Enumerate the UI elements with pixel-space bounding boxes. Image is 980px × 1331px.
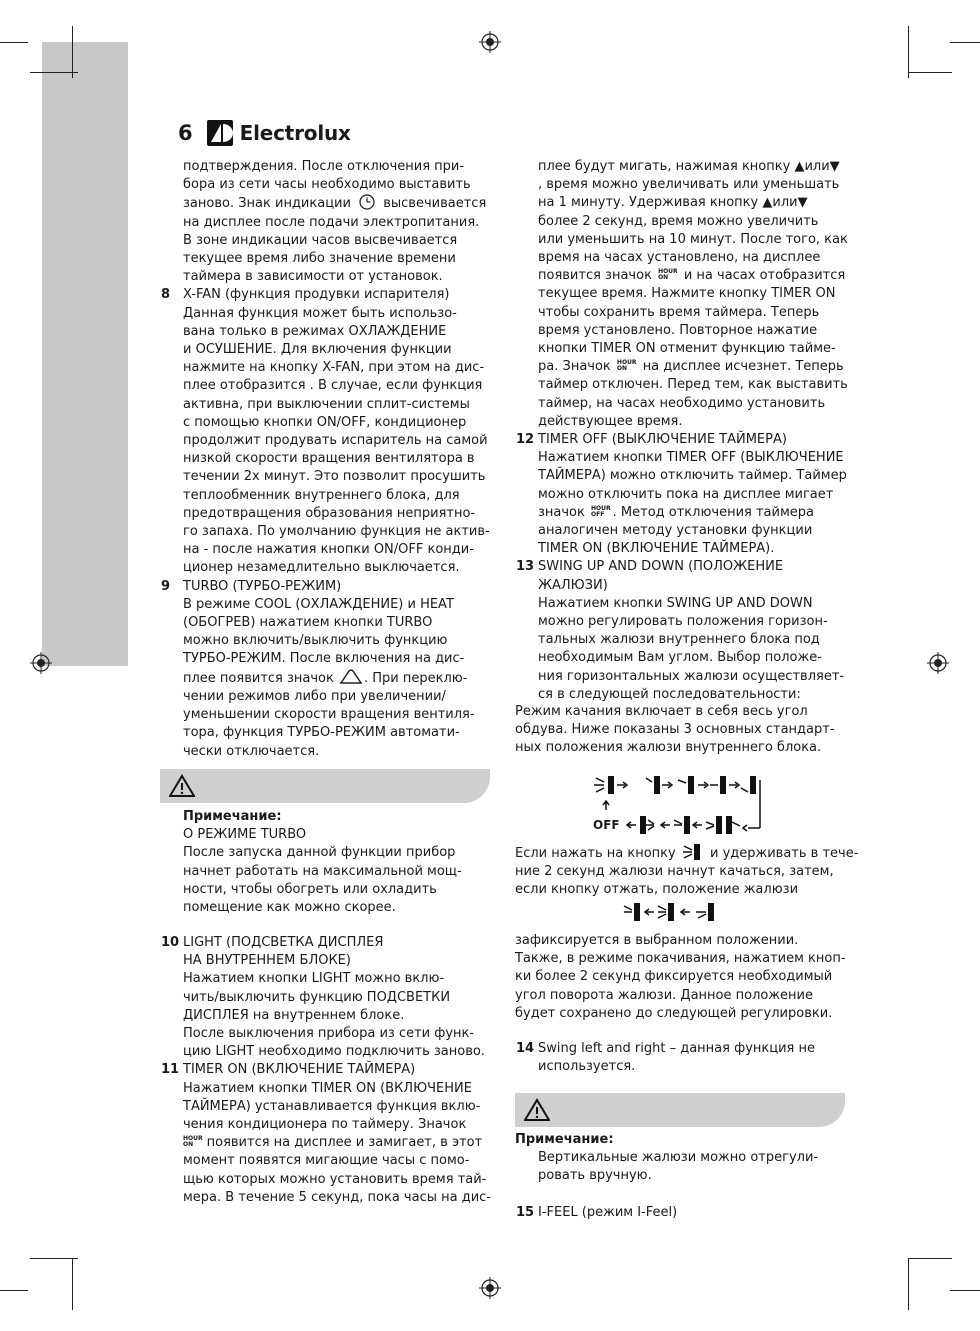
warning-icon	[524, 1098, 550, 1122]
text-line	[183, 194, 490, 213]
text-fragment: на 1 минуту. Удерживая кнопку	[538, 195, 759, 211]
item-heading: I-FEEL (режим I-Feel)	[538, 1205, 678, 1220]
text-line: ся в следующей последовательности:	[538, 686, 801, 702]
item-heading: LIGHT (ПОДСВЕТКА ДИСПЛЕЯ	[183, 935, 384, 950]
item-number: 8	[161, 287, 171, 303]
text-fragment: и на часах отобразится	[683, 268, 846, 284]
text-line: будет сохранено до следующей регулировки.	[515, 1005, 833, 1021]
text-line: таймера в зависимости от установок.	[183, 269, 443, 285]
list-item-10	[161, 934, 491, 1061]
text-line: более 2 секунд, время можно увеличить	[538, 213, 819, 229]
text-line: подтверждения. После отключения при-	[183, 159, 465, 174]
text-line	[538, 358, 848, 376]
text-line: текущее время. Нажмите кнопку TIMER ON	[538, 286, 836, 302]
text-line: можно регулировать положения горизон-	[538, 614, 828, 630]
text-line: чении режимов либо при увеличении/	[183, 688, 446, 704]
text-line	[538, 158, 848, 176]
text-line	[515, 843, 858, 863]
text-fragment: появится на дисплее и замигает, в этот	[206, 1135, 483, 1151]
text-line: используется.	[538, 1059, 636, 1075]
side-tab	[42, 42, 128, 666]
text-line: время на часах установлено, на дисплее	[538, 250, 821, 266]
text-line: если кнопку отжать, положение жалюзи	[515, 882, 799, 898]
down-triangle-icon: ▼	[829, 159, 840, 174]
text-line: ровать вручную.	[538, 1168, 652, 1184]
text-fragment: и удерживать в тече-	[710, 846, 859, 861]
text-line: ТАЙМЕРА) устанавливается функция вклю-	[183, 1098, 481, 1114]
text-line: плее отобразится . В случае, если функция	[183, 378, 483, 394]
text-line: тора, функция ТУРБО-РЕЖИМ автомати-	[183, 725, 460, 741]
item-number: 14	[516, 1041, 535, 1056]
item-number: 15	[516, 1205, 535, 1220]
text-fragment: Если нажать на кнопку	[515, 846, 676, 861]
hour-label: HOUR	[616, 359, 637, 367]
on-label: ON	[616, 365, 628, 373]
text-line: В режиме COOL (ОХЛАЖДЕНИЕ) и HEAT	[183, 596, 454, 612]
text-line: тальных жалюзи внутреннего блока под	[538, 632, 820, 648]
item-number: 12	[516, 432, 535, 448]
text-line: с помощью кнопки ON/OFF, кондиционер	[183, 414, 467, 430]
crop-mark	[950, 42, 980, 43]
warning-icon	[169, 774, 195, 798]
crop-mark	[0, 42, 28, 43]
text-line: ТАЙМЕРА) можно отключить таймер. Таймер	[538, 468, 847, 484]
text-line: чтобы сохранить время таймера. Теперь	[538, 304, 820, 320]
crop-mark	[30, 72, 78, 73]
crop-mark	[72, 26, 73, 78]
list-item-13	[516, 558, 848, 704]
text-line: таймер, на часах необходимо установить	[538, 395, 826, 411]
text-fragment: появится значок	[538, 268, 652, 284]
text-fragment: заново. Знак индикации	[183, 196, 351, 212]
text-line: таймер отключен. Перед тем, как выставить	[538, 377, 848, 393]
text-fragment: ра. Значок	[538, 359, 611, 375]
down-triangle-icon: ▼	[797, 195, 808, 211]
text-fragment: плее будут мигать, нажимая кнопку	[538, 159, 791, 174]
list-item-12	[516, 431, 848, 558]
text-line: ния горизонтальных жалюзи осуществляет-	[538, 668, 845, 684]
text-line: Режим качания включает в себя весь угол	[515, 704, 808, 719]
text-line: вана только в режимах ОХЛАЖДЕНИЕ	[183, 323, 447, 339]
hour-label: HOUR	[591, 504, 611, 512]
text-line: течении 2х минут. Это позволит просушить	[183, 469, 486, 485]
text-line: НА ВНУТРЕННЕМ БЛОКЕ)	[183, 953, 351, 969]
brand-name: Electrolux	[239, 121, 351, 145]
text-line: цию LIGHT необходимо подключить заново.	[183, 1044, 485, 1060]
text-line: Данная функция может быть использо-	[183, 305, 457, 321]
crop-mark	[908, 1258, 909, 1310]
text-line: можно отключить пока на дисплее мигает	[538, 486, 834, 502]
registration-mark-icon	[479, 31, 501, 53]
swing-icon	[682, 843, 704, 861]
text-line: ных положения жалюзи внутреннего блока.	[515, 740, 822, 756]
text-line: низкой скорости вращения вентилятора в	[183, 451, 475, 467]
text-line: ДИСПЛЕЯ на внутреннем блоке.	[183, 1007, 405, 1023]
crop-mark	[908, 1258, 952, 1259]
list-item-8	[161, 286, 490, 577]
text-line: чески отключается.	[183, 743, 320, 759]
text-line: TIMER ON (ВКЛЮЧЕНИЕ ТАЙМЕРА).	[538, 541, 775, 557]
text-line: на - после нажатия кнопки ON/OFF конди-	[183, 542, 474, 558]
swing-description	[515, 703, 835, 758]
text-fragment: на дисплее исчезнет. Теперь	[642, 359, 844, 375]
item-number: 10	[161, 935, 180, 950]
item-heading: TIMER ON (ВКЛЮЧЕНИЕ ТАЙМЕРА)	[183, 1062, 416, 1078]
text-line: Нажатием кнопки TIMER OFF (ВЫКЛЮЧЕНИЕ	[538, 450, 844, 466]
text-line: ТУРБО-РЕЖИМ. После включения на дис-	[183, 651, 465, 667]
text-line: Нажатием кнопки LIGHT можно вклю-	[183, 971, 445, 987]
text-line: и ОСУШЕНИЕ. Для включения функции	[183, 342, 452, 358]
up-triangle-icon: ▲	[794, 159, 805, 174]
text-line: момент появятся мигающие часы с помо-	[183, 1153, 470, 1169]
item-number: 11	[161, 1062, 180, 1078]
crop-mark	[950, 1290, 980, 1291]
text-fragment: . При переклю-	[364, 670, 468, 686]
item-number: 13	[516, 559, 535, 575]
text-line: уменьшении скорости вращения вентиля-	[183, 707, 475, 723]
list-item-15-body	[516, 1204, 678, 1222]
hold-description	[515, 843, 858, 900]
text-line	[183, 669, 490, 688]
page-number: 6	[178, 121, 193, 145]
item-number: 9	[161, 578, 171, 594]
crop-mark	[30, 1258, 78, 1259]
text-line: чить/выключить функцию ПОДСВЕТКИ	[183, 989, 451, 1005]
note-title: Примечание:	[183, 809, 282, 824]
crop-mark	[908, 72, 952, 73]
text-line: После запуска данной функции прибор	[183, 845, 456, 861]
text-line: ЖАЛЮЗИ)	[538, 577, 608, 593]
text-line: нажмите на кнопку X-FAN, при этом на дис-	[183, 360, 485, 376]
hour-label: HOUR	[183, 1135, 203, 1143]
item-heading: X-FAN (функция продувки испарителя)	[183, 287, 450, 303]
text-fragment: или	[772, 195, 798, 211]
text-line: обдува. Ниже показаны 3 основных стандарт-	[515, 722, 835, 738]
text-line: ционер незамедлительно выключается.	[183, 560, 460, 576]
text-fragment: . Метод отключения таймера	[612, 504, 814, 520]
hour-on-icon	[658, 269, 678, 281]
text-line	[538, 194, 848, 212]
text-fragment: плее появится значок	[183, 670, 334, 686]
electrolux-logo-icon	[207, 120, 233, 146]
text-line: ние 2 секунд жалюзи начнут качаться, затем,	[515, 864, 834, 880]
text-line: го запаха. По умолчанию функция не актив-	[183, 524, 490, 540]
registration-mark-icon	[479, 1277, 501, 1299]
text-line	[183, 1134, 491, 1152]
registration-mark-icon	[30, 652, 52, 674]
text-line: (ОБОГРЕВ) нажатием кнопки TURBO	[183, 615, 433, 631]
text-line: чения кондиционера по таймеру. Значок	[183, 1117, 467, 1133]
on-label: ON	[658, 274, 669, 282]
text-line: Swing left and right – данная функция не	[538, 1041, 815, 1056]
text-fragment: или	[804, 159, 830, 174]
text-line: теплообменник внутреннего блока, для	[183, 487, 460, 503]
text-line: Также, в режиме покачивания, нажатием кноп-	[515, 951, 846, 967]
text-line: зафиксируется в выбранном положении.	[515, 933, 799, 948]
text-line: текущее время либо значение времени	[183, 251, 456, 267]
crop-mark	[0, 1290, 28, 1291]
text-line: действующее время.	[538, 413, 683, 429]
text-line: В зоне индикации часов высвечивается	[183, 232, 458, 248]
diagram-off-label: OFF	[593, 818, 620, 832]
left-column	[161, 158, 490, 761]
note-1	[183, 808, 462, 917]
note-bar	[160, 769, 490, 803]
text-line: ки более 2 секунд фиксируется необходимый	[515, 969, 833, 985]
text-fragment: значок	[538, 504, 585, 520]
note-title: Примечание:	[515, 1132, 614, 1147]
up-triangle-icon: ▲	[762, 195, 773, 211]
text-line: ности, чтобы обогреть или охладить	[183, 881, 437, 897]
text-line: необходимым Вам углом. Выбор положе-	[538, 650, 822, 666]
fix-description	[515, 932, 846, 1023]
text-line: , время можно увеличивать или уменьшать	[538, 177, 840, 193]
item-heading: TIMER OFF (ВЫКЛЮЧЕНИЕ ТАЙМЕРА)	[538, 432, 787, 448]
hour-label: HOUR	[658, 268, 678, 276]
text-line: Вертикальные жалюзи можно отрегули-	[538, 1150, 819, 1166]
note-2	[515, 1131, 818, 1186]
hour-off-icon	[591, 506, 611, 518]
text-line: можно включить/выключить функцию	[183, 633, 448, 649]
crop-mark	[908, 26, 909, 78]
turbo-icon	[339, 669, 363, 685]
text-line: После выключения прибора из сети функ-	[183, 1026, 475, 1042]
text-line: активна, при выключении сплит-системы	[183, 396, 470, 412]
text-line: помещение как можно скорее.	[183, 900, 396, 916]
list-item-11	[161, 1061, 491, 1207]
text-line: или уменьшить на 10 минут. После того, как	[538, 231, 848, 247]
text-line	[538, 504, 848, 522]
left-column-lower	[161, 934, 491, 1207]
on-label: ON	[183, 1141, 194, 1149]
registration-mark-icon	[927, 652, 949, 674]
text-line: щью которых можно установить время тай-	[183, 1171, 487, 1187]
text-fragment: высвечивается	[383, 196, 487, 212]
text-line: на дисплее после подачи электропитания.	[183, 214, 480, 230]
list-item-14	[516, 1040, 815, 1076]
text-line: мера. В течение 5 секунд, пока часы на дис-	[183, 1189, 491, 1205]
text-line: бора из сети часы необходимо выставить	[183, 177, 471, 193]
text-line: угол поворота жалюзи. Данное положение	[515, 987, 813, 1003]
crop-mark	[72, 1258, 73, 1310]
item-heading: SWING UP AND DOWN (ПОЛОЖЕНИЕ	[538, 559, 784, 575]
text-line	[538, 267, 848, 285]
text-line: О РЕЖИМЕ TURBO	[183, 827, 307, 843]
list-item-9	[161, 578, 490, 761]
text-line: кнопки TIMER ON отменит функцию тайме-	[538, 341, 836, 357]
fixed-positions-diagram	[622, 900, 730, 924]
text-line: Нажатием кнопки SWING UP AND DOWN	[538, 595, 813, 611]
text-line: предотвращения образования неприятно-	[183, 505, 476, 521]
list-item-14-body	[516, 1040, 815, 1076]
text-line: Нажатием кнопки TIMER ON (ВКЛЮЧЕНИЕ	[183, 1080, 472, 1096]
clock-icon	[357, 194, 377, 210]
list-item-15	[516, 1204, 678, 1222]
hour-on-icon	[617, 360, 637, 372]
text-line: время установлено. Повторное нажатие	[538, 322, 818, 338]
item-heading: TURBO (ТУРБО-РЕЖИМ)	[183, 578, 342, 594]
hour-on-icon	[183, 1136, 203, 1148]
right-column	[516, 158, 848, 704]
text-line: продолжит продувать испаритель на самой	[183, 433, 488, 449]
page-header	[178, 119, 351, 147]
off-label: OFF	[591, 510, 605, 518]
note-bar	[515, 1093, 845, 1127]
text-line: начнет работать на максимальной мощ-	[183, 863, 462, 879]
text-line: аналогичен методу установки функции	[538, 523, 813, 539]
